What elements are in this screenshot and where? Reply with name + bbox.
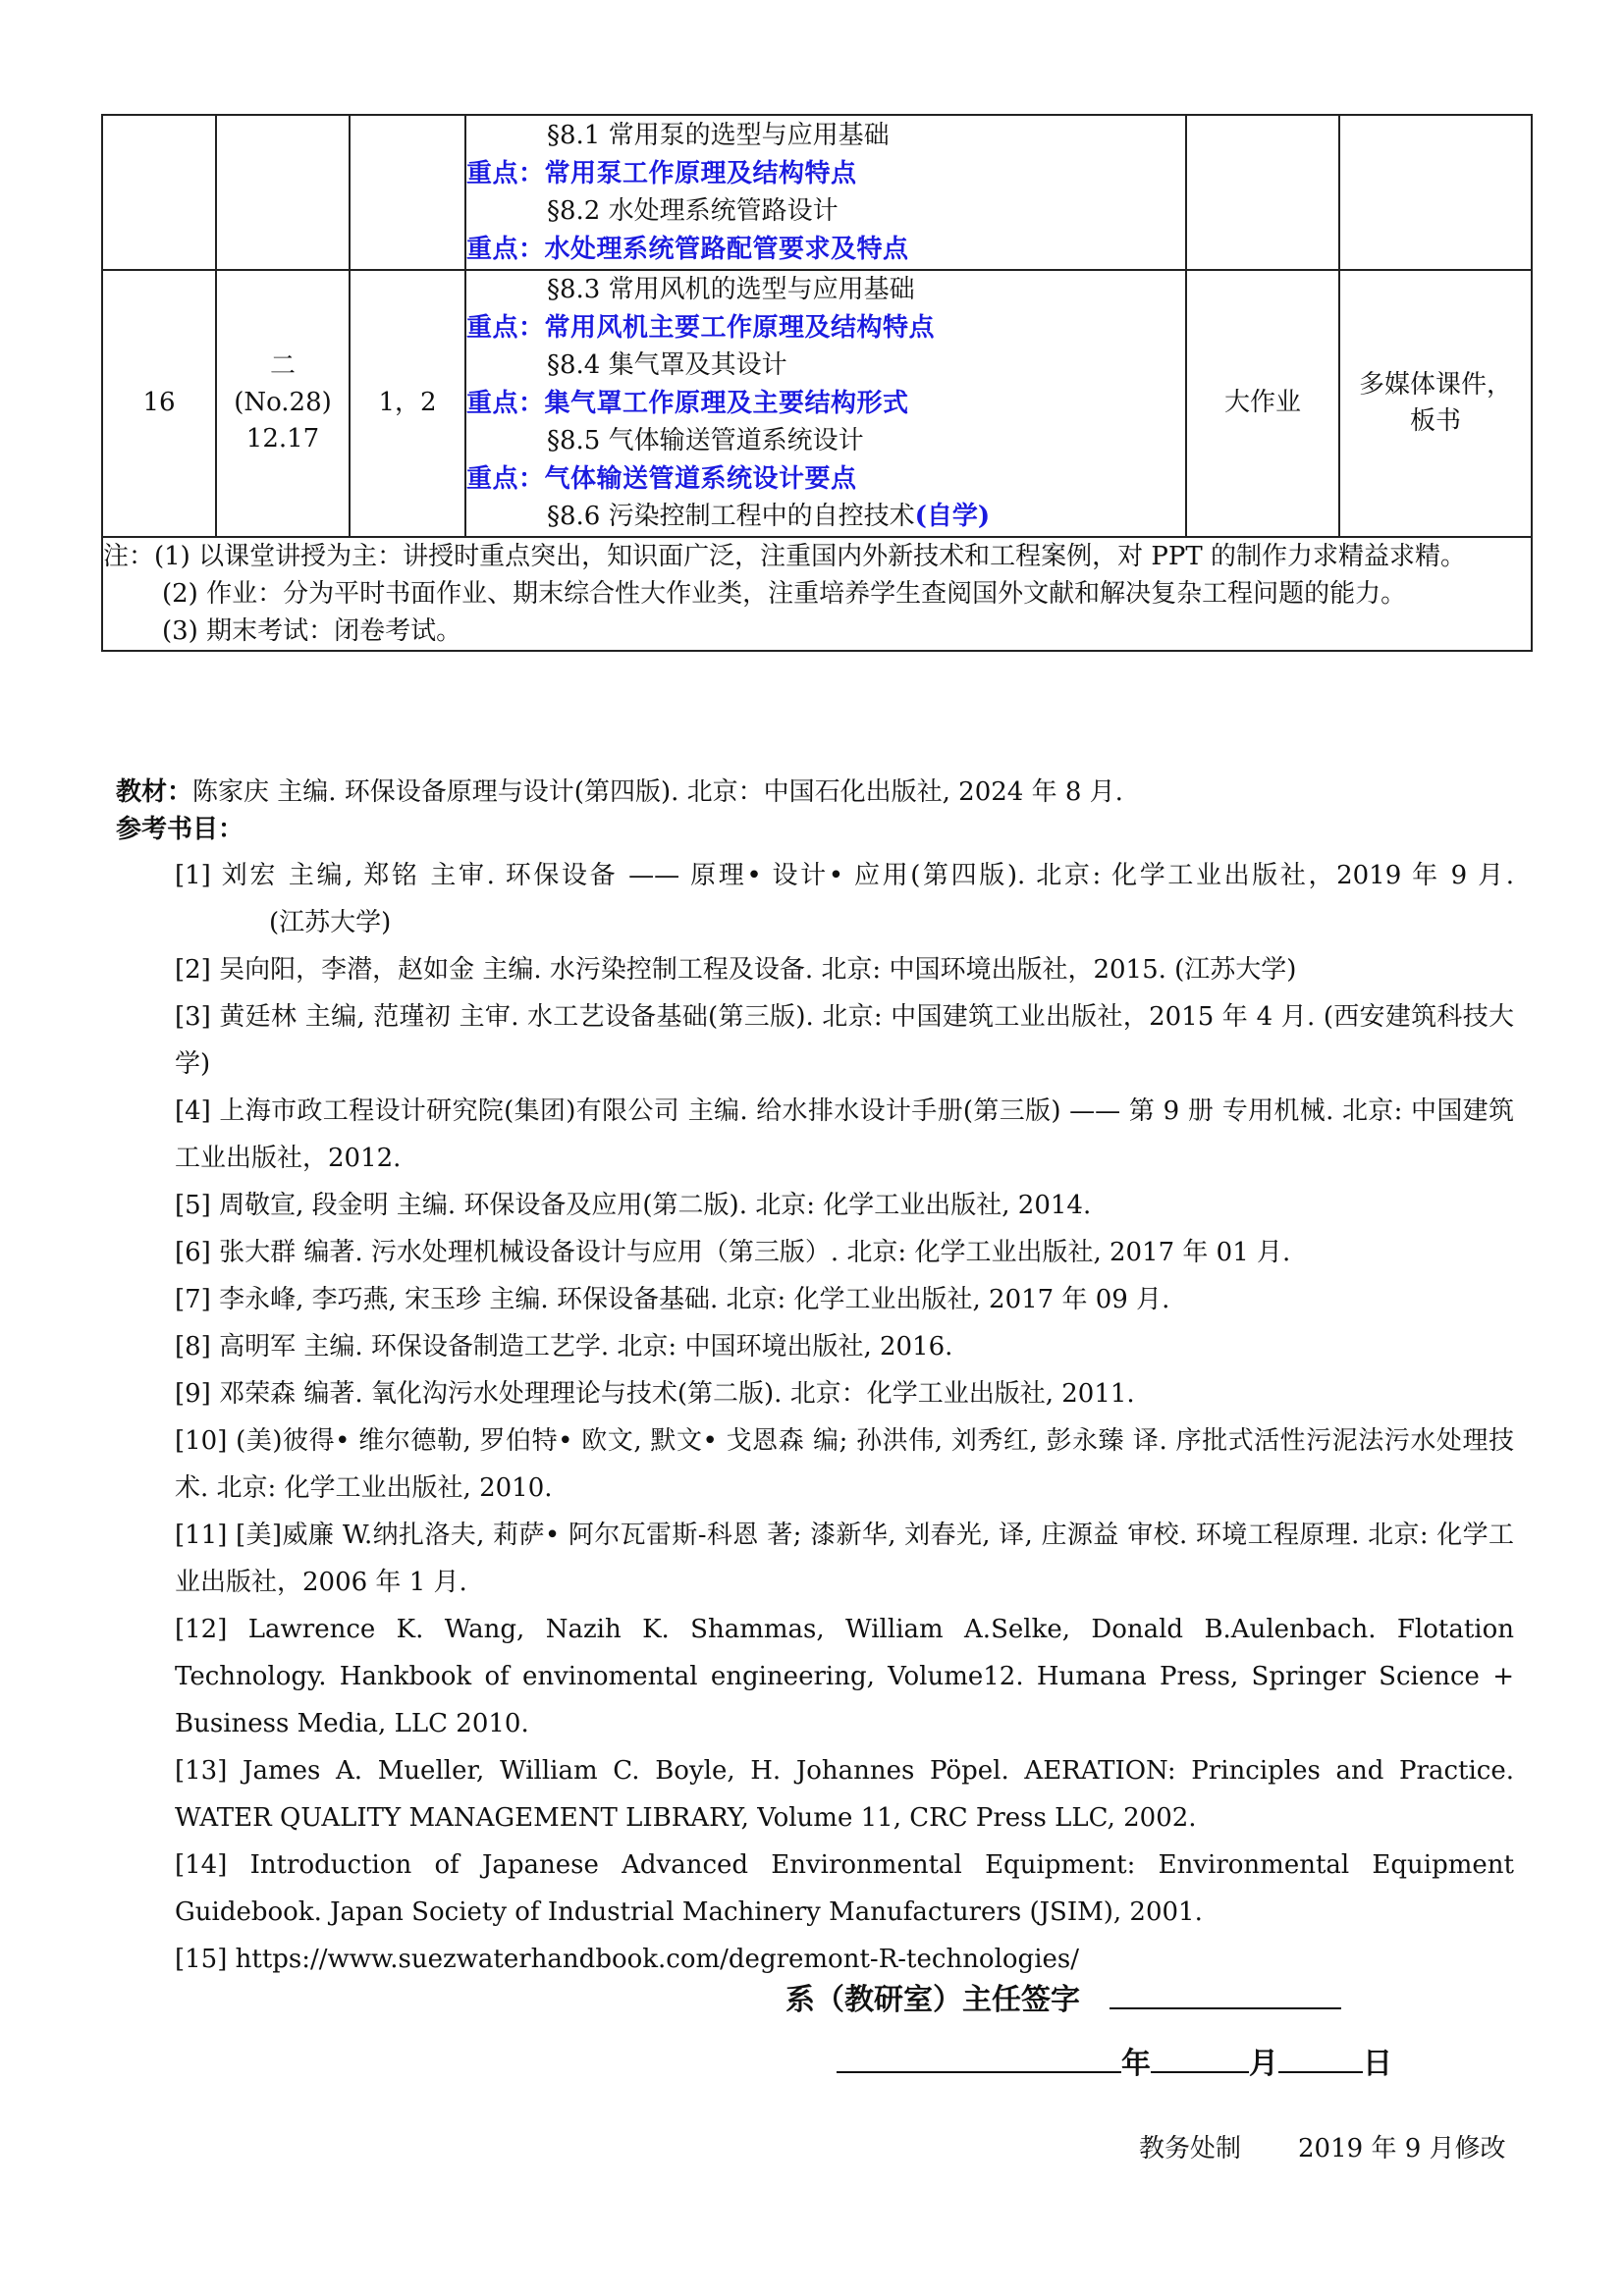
year-label: 年 <box>1121 2047 1151 2081</box>
week-date: 12.17 <box>245 424 320 454</box>
key-point-line: 重点：常用泵工作原理及结构特点 <box>466 158 857 188</box>
row15-week-cell <box>216 115 350 270</box>
footer-org: 教务处制 <box>1139 2134 1242 2163</box>
date-blank-year[interactable] <box>837 2042 1121 2073</box>
row16-task: 大作业 <box>1186 270 1339 537</box>
list-item: [6] 张大群 编著. 污水处理机械设备设计与应用（第三版）. 北京: 化学工业出版社, 2017 年 01 月. <box>175 1238 1291 1267</box>
list-item: [14] Introduction of Japanese Advanced Environmental Equipment: Environmental Equipment Guidebook. Japan Society of Industrial Machinery Manufacturers (JSIM), 2001. <box>175 1850 1514 1927</box>
date-blank-month[interactable] <box>1151 2042 1249 2073</box>
week-number: (No.28) <box>234 388 332 418</box>
table-row <box>102 115 1532 270</box>
method-line: 多媒体课件， <box>1358 369 1512 400</box>
list-item: [7] 李永峰, 李巧燕, 宋玉珍 主编. 环保设备基础. 北京: 化学工业出版社, 2017 年 09 月. <box>175 1285 1170 1314</box>
list-item: [9] 邓荣森 编著. 氧化沟污水处理理论与技术(第二版). 北京：化学工业出版社, 2011. <box>175 1379 1135 1409</box>
content-line: §8.1 常用泵的选型与应用基础 <box>547 121 890 150</box>
table-row <box>102 270 1532 537</box>
list-item: [4] 上海市政工程设计研究院(集团)有限公司 主编. 给水排水设计手册(第三版) —— 第 9 册 专用机械. 北京: 中国建筑工业出版社，2012. <box>175 1096 1514 1173</box>
signature-date-line <box>837 2042 1392 2086</box>
month-label: 月 <box>1249 2047 1278 2081</box>
key-point-line: 重点：气体输送管道系统设计要点 <box>466 463 857 494</box>
notes-row <box>102 537 1532 651</box>
row16-no: 16 <box>102 270 216 537</box>
note-3: (3) 期末考试：闭卷考试。 <box>162 615 462 646</box>
content-line: §8.3 常用风机的选型与应用基础 <box>547 275 915 304</box>
row15-no-cell <box>102 115 216 270</box>
references-heading: 参考书目： <box>116 815 244 844</box>
reference-institution: (江苏大学) <box>269 908 392 937</box>
row16-content-cell <box>465 270 1186 537</box>
textbook-text: 陈家庆 主编. 环保设备原理与设计(第四版). 北京：中国石化出版社, 2024 年 8 月. <box>192 777 1123 807</box>
signature-blank[interactable] <box>1110 1978 1341 2009</box>
row16-method <box>1339 270 1532 537</box>
row15-method-cell <box>1339 115 1532 270</box>
notes-cell <box>102 537 1532 651</box>
note-1: 注：(1) 以课堂讲授为主：讲授时重点突出，知识面广泛，注重国内外新技术和工程案例，对 PPT 的制作力求精益求精。 <box>103 541 1466 571</box>
row16-week <box>216 270 350 537</box>
content-line: §8.4 集气罩及其设计 <box>547 350 787 380</box>
content-line: §8.2 水处理系统管路设计 <box>547 196 839 226</box>
footer <box>1139 2130 1506 2167</box>
content-line <box>466 498 1185 536</box>
key-point-line: 重点：水处理系统管路配管要求及特点 <box>466 234 909 264</box>
list-item: [10] (美)彼得• 维尔德勒, 罗伯特• 欧文, 默文• 戈恩森 编; 孙洪伟, 刘秀红, 彭永臻 译. 序批式活性污泥法污水处理技术. 北京: 化学工业出版社, 2010. <box>175 1426 1514 1503</box>
list-item: [12] Lawrence K. Wang, Nazih K. Shammas, William A.Selke, Donald B.Aulenbach. Flotation Technology. Hankbook of envinomental engineering, Volume12. Humana Press, Springer Science + Business Media, LLC 2010. <box>175 1615 1514 1738</box>
textbook-label: 教材： <box>116 777 193 807</box>
week-day: 二 <box>269 351 296 382</box>
key-point-line: 重点：常用风机主要工作原理及结构特点 <box>466 312 936 343</box>
list-item: [2] 吴向阳，李潜，赵如金 主编. 水污染控制工程及设备. 北京: 中国环境出版社，2015. (江苏大学) <box>175 955 1297 985</box>
list-item: [11] [美]威廉 W.纳扎洛夫, 莉萨• 阿尔瓦雷斯-科恩 著; 漆新华, 刘春光, 译, 庄源益 审校. 环境工程原理. 北京: 化学工业出版社，2006 年 1 月. <box>175 1521 1514 1597</box>
footer-revised: 2019 年 9 月修改 <box>1298 2134 1506 2163</box>
textbook <box>116 774 1123 811</box>
day-label: 日 <box>1363 2047 1392 2081</box>
note-2: (2) 作业：分为平时书面作业、期末综合性大作业类，注重培养学生查阅国外文献和解决复杂工程问题的能力。 <box>162 578 1407 609</box>
references-list <box>175 852 1514 1983</box>
list-item: [8] 高明军 主编. 环保设备制造工艺学. 北京: 中国环境出版社, 2016. <box>175 1332 953 1362</box>
content-line: §8.5 气体输送管道系统设计 <box>547 426 864 455</box>
self-study-tag: (自学) <box>914 502 991 531</box>
list-item <box>175 852 1514 946</box>
row15-session-cell <box>350 115 465 270</box>
row16-sessions: 1，2 <box>350 270 465 537</box>
date-blank-day[interactable] <box>1278 2042 1363 2073</box>
list-item: [13] James A. Mueller, William C. Boyle, H. Johannes Pöpel. AERATION: Principles and Practice. WATER QUALITY MANAGEMENT LIBRARY, Volume 11, CRC Press LLC, 2002. <box>175 1756 1514 1833</box>
reference-text: [1] 刘宏 主编, 郑铭 主审. 环保设备 —— 原理• 设计• 应用(第四版). 北京: 化学工业出版社，2019 年 9 月. <box>175 861 1514 890</box>
content-text: §8.6 污染控制工程中的自控技术 <box>547 502 915 531</box>
key-point-line: 重点：集气罩工作原理及主要结构形式 <box>466 388 909 418</box>
row15-content-cell <box>465 115 1186 270</box>
schedule-table <box>101 114 1533 652</box>
signature-label: 系（教研室）主任签字 <box>785 1983 1080 2017</box>
list-item: [15] https://www.suezwaterhandbook.com/degremont-R-technologies/ <box>175 1945 1080 1974</box>
list-item: [5] 周敬宣, 段金明 主编. 环保设备及应用(第二版). 北京: 化学工业出版社, 2014. <box>175 1191 1092 1220</box>
director-signature-line <box>785 1978 1341 2022</box>
row15-task-cell <box>1186 115 1339 270</box>
method-line: 板书 <box>1409 405 1461 436</box>
list-item: [3] 黄廷林 主编, 范瑾初 主审. 水工艺设备基础(第三版). 北京: 中国建筑工业出版社，2015 年 4 月. (西安建筑科技大学) <box>175 1002 1514 1079</box>
